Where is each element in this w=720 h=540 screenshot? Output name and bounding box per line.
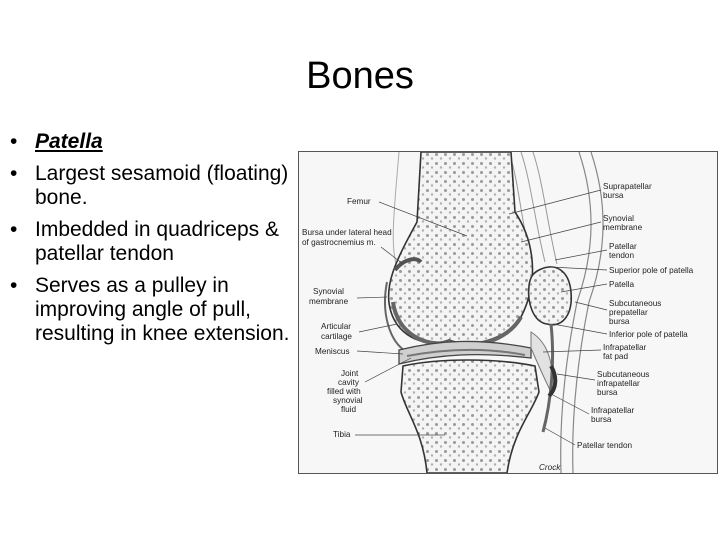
bullet-text: Serves as a pulley in improving angle of pull, resulting in knee extension. [35,274,290,345]
label-subcutaneous-infrapatellar: infrapatellar [597,379,640,388]
muscle-fiber-line [533,152,557,264]
leader-line [575,302,607,310]
label-joint-cavity: filled with [327,387,361,396]
leader-line [521,222,601,242]
label-femur: Femur [347,197,371,206]
label-bursa-gastroc: Bursa under lateral head [302,228,392,237]
label-subcutaneous-prepatellar: bursa [609,317,630,326]
leader-line [359,324,397,332]
label-infrapatellar-bursa: Infrapatellar [591,406,635,415]
label-synovial-membrane-right: membrane [603,223,643,232]
bullet-item [10,274,300,346]
label-joint-cavity: synovial [333,396,363,405]
leader-line [545,428,575,445]
bullet-text: Patella [35,130,103,153]
leader-line [555,250,607,260]
bullet-item [10,218,300,266]
bullet-list [10,130,300,354]
label-joint-cavity: Joint [341,369,359,378]
bullet-item [10,162,300,210]
muscle-fiber-line [393,152,399,272]
label-subcutaneous-infrapatellar: Subcutaneous [597,370,650,379]
leader-line [357,297,387,298]
slide-title: Bones [306,55,414,97]
label-superior-pole: Superior pole of patella [609,266,694,275]
leader-line [509,190,601,214]
label-synovial-membrane-left: Synovial [313,287,344,296]
knee-anatomy-figure [298,151,718,474]
knee-diagram [299,152,717,473]
label-tibia: Tibia [333,430,351,439]
label-joint-cavity: cavity [338,378,359,387]
label-subcutaneous-prepatellar: prepatellar [609,308,648,317]
label-infrapatellar-bursa: bursa [591,415,612,424]
bullet-dot: • [10,274,18,297]
label-articular-cartilage: cartilage [321,332,352,341]
label-inferior-pole: Inferior pole of patella [609,330,688,339]
label-synovial-membrane-left: membrane [309,297,349,306]
tibia-shape [401,360,539,473]
leader-line [553,324,607,334]
artist-signature: Crock [539,463,561,472]
label-patellar-tendon-lower: Patellar tendon [577,441,633,450]
leader-line [357,351,403,354]
label-infrapatellar-fat-pad: Infrapatellar [603,343,647,352]
label-joint-cavity: fluid [341,405,357,414]
label-suprapatellar-bursa: bursa [603,191,624,200]
label-articular-cartilage: Articular [321,322,352,331]
leader-line [557,374,595,380]
label-synovial-membrane-right: Synovial [603,214,634,223]
label-meniscus: Meniscus [315,347,350,356]
label-infrapatellar-fat-pad: fat pad [603,352,629,361]
soft-tissue-line [573,152,603,473]
label-patella: Patella [609,280,635,289]
label-patellar-tendon-upper: tendon [609,251,635,260]
label-bursa-gastroc: of gastrocnemius m. [302,238,376,247]
label-patellar-tendon-upper: Patellar [609,242,637,251]
bullet-text: Imbedded in quadriceps & patellar tendon [35,218,279,265]
bullet-item [10,130,300,154]
label-suprapatellar-bursa: Suprapatellar [603,182,652,191]
bullet-dot: • [10,162,18,185]
leader-line [551,394,589,414]
patella-shape [529,267,572,325]
bullet-text: Largest sesamoid (floating) bone. [35,162,289,209]
bullet-dot: • [10,218,18,241]
femur-shape [389,152,533,343]
label-subcutaneous-infrapatellar: bursa [597,388,618,397]
label-subcutaneous-prepatellar: Subcutaneous [609,299,662,308]
bullet-dot: • [10,130,18,153]
